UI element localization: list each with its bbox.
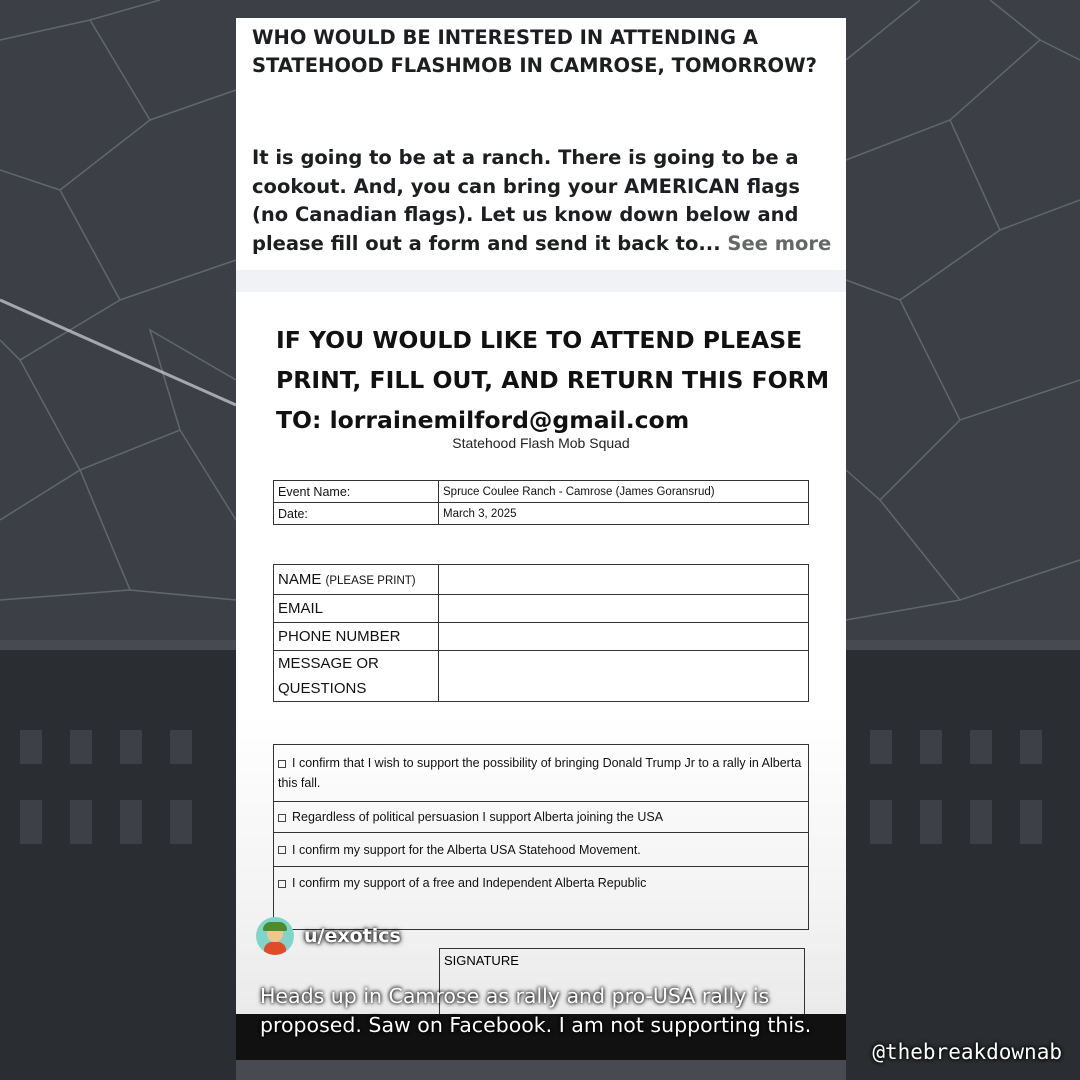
cartoon-avatar-icon [256,917,294,955]
email-field[interactable] [439,595,809,623]
checkbox-icon[interactable] [278,880,286,888]
confirm-option-3-label: I confirm my support for the Alberta USA Statehood Movement. [292,842,641,857]
body-line-3: (no Canadian flags). Let us know down below and [252,203,799,226]
body-line-4 [252,230,842,259]
phone-label: PHONE NUMBER [274,623,439,651]
table-row [274,651,809,702]
checkbox-icon[interactable] [278,846,286,854]
signature-label: SIGNATURE [444,953,519,968]
watermark-handle: @thebreakdownab [872,1040,1062,1064]
confirm-option-1[interactable] [274,745,809,802]
form-heading [276,320,829,440]
message-label-line-1: MESSAGE OR [278,655,379,672]
table-row [274,833,809,867]
facebook-post-card [236,18,846,1060]
name-label-text: NAME [278,571,322,588]
headline-line-2: STATEHOOD FLASHMOB IN CAMROSE, TOMORROW? [252,54,817,77]
username[interactable]: u/exotics [304,925,401,947]
contact-table [273,564,809,702]
see-more-link[interactable]: See more [727,231,832,255]
form-heading-line-3: TO: lorrainemilford@gmail.com [276,406,690,434]
table-row [274,481,809,503]
checkbox-icon[interactable] [278,814,286,822]
form-subtitle: Statehood Flash Mob Squad [452,435,630,451]
event-name-label: Event Name: [274,481,439,503]
email-label: EMAIL [274,595,439,623]
confirm-option-1-label: I confirm that I wish to support the possibility of bringing Donald Trump Jr to a rally in Alberta this fall. [278,756,802,790]
message-field[interactable] [439,651,809,702]
table-row [274,503,809,525]
confirm-option-4-label: I confirm my support of a free and Independent Alberta Republic [292,876,647,890]
message-label-line-2: QUESTIONS [278,680,367,697]
confirm-option-3[interactable] [274,833,809,867]
body-line-4-text: please fill out a form and send it back to... [252,231,721,255]
event-table [273,480,809,525]
confirm-option-2-label: Regardless of political persuasion I support Alberta joining the USA [292,810,664,824]
confirm-option-2[interactable] [274,802,809,833]
phone-field[interactable] [439,623,809,651]
name-field[interactable] [439,565,809,595]
post-body [252,144,842,258]
table-row [274,595,809,623]
name-label [274,565,439,595]
reddit-caption: Heads up in Camrose as rally and pro-USA rally is proposed. Saw on Facebook. I am not supporting this. [260,984,812,1037]
form-heading-line-1: IF YOU WOULD LIKE TO ATTEND PLEASE [276,326,803,354]
table-row [274,802,809,833]
reddit-user[interactable] [256,916,401,956]
date-label: Date: [274,503,439,525]
headline-line-1: WHO WOULD BE INTERESTED IN ATTENDING A [252,26,758,49]
event-name-value: Spruce Coulee Ranch - Camrose (James Goransrud) [439,481,809,503]
post-divider [236,270,846,292]
message-label [274,651,439,702]
confirmation-table [273,744,809,930]
checkbox-icon[interactable] [278,760,286,768]
body-line-2: cookout. And, you can bring your AMERICAN flags [252,174,800,198]
form-heading-line-2: PRINT, FILL OUT, AND RETURN THIS FORM [276,366,830,394]
date-value: March 3, 2025 [439,503,809,525]
post-headline [252,24,817,80]
name-hint: (PLEASE PRINT) [325,575,416,587]
body-line-1: It is going to be at a ranch. There is going to be a [252,146,799,169]
table-row [274,565,809,595]
table-row [274,745,809,802]
table-row [274,623,809,651]
attached-form-image [236,292,846,1060]
